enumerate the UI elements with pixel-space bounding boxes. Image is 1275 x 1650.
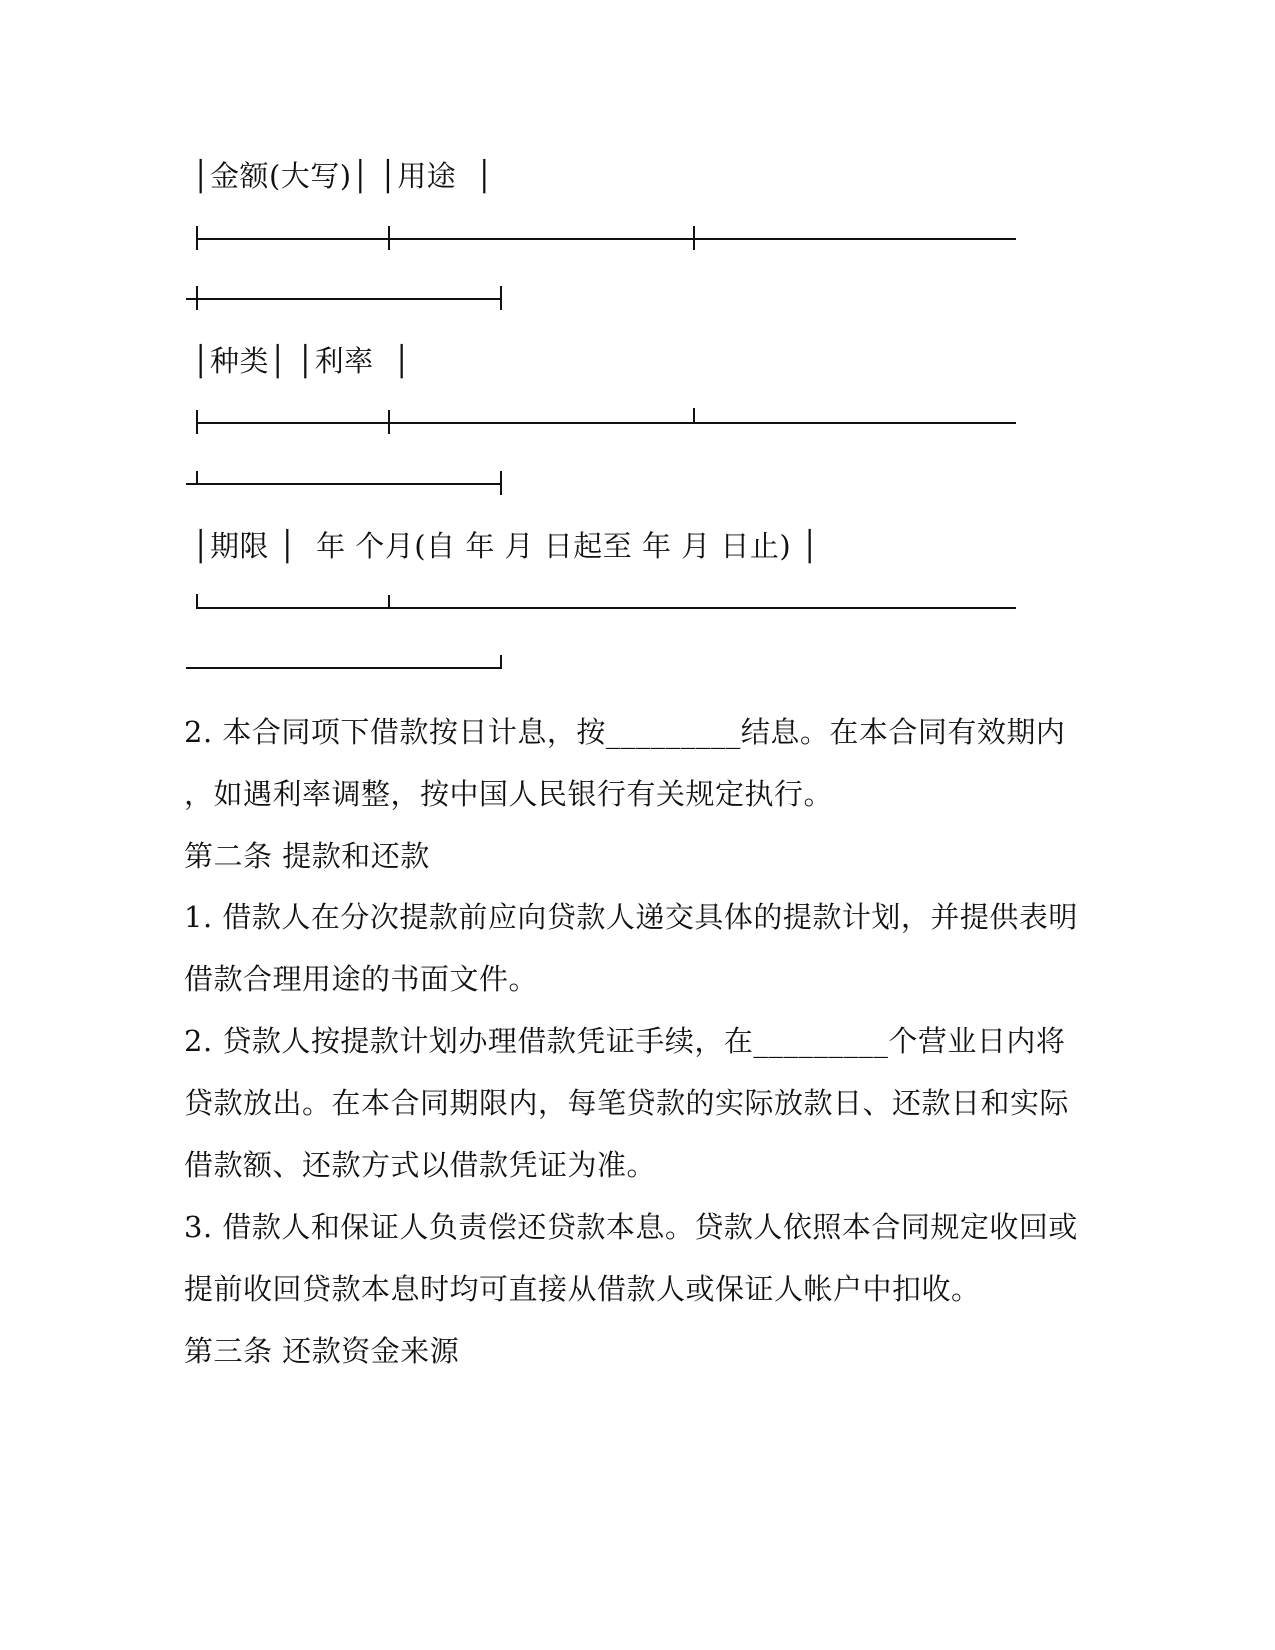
table-row-amount-purpose: │金额(大写)│ │用途 │ (192, 159, 494, 193)
paragraph-drawdown-line-1: 1. 借款人在分次提款前应向贷款人递交具体的提款计划，并提供表明 (184, 900, 1078, 934)
paragraph-disbursement-line-1: 2. 贷款人按提款计划办理借款凭证手续，在_________个营业日内将 (184, 1024, 1066, 1058)
table-row-type-rate: │种类│ │利率 │ (192, 344, 411, 378)
table-row-term: │期限 │ 年 个月(自 年 月 日起至 年 月 日止) │ (192, 529, 819, 563)
paragraph-disbursement-line-3: 借款额、还款方式以借款凭证为准。 (184, 1148, 657, 1182)
paragraph-interest-line-2: ，如遇利率调整，按中国人民银行有关规定执行。 (184, 777, 834, 811)
section-heading-article-2: 第二条 提款和还款 (184, 839, 430, 873)
paragraph-disbursement-line-2: 贷款放出。在本合同期限内，每笔贷款的实际放款日、还款日和实际 (184, 1086, 1070, 1120)
paragraph-drawdown-line-2: 借款合理用途的书面文件。 (184, 962, 539, 996)
paragraph-repayment-line-2: 提前收回贷款本息时均可直接从借款人或保证人帐户中扣收。 (184, 1272, 981, 1306)
section-heading-article-3: 第三条 还款资金来源 (184, 1334, 460, 1368)
paragraph-interest-line-1: 2. 本合同项下借款按日计息，按_________结息。在本合同有效期内 (184, 715, 1066, 749)
paragraph-repayment-line-1: 3. 借款人和保证人负责偿还贷款本息。贷款人依照本合同规定收回或 (184, 1210, 1078, 1244)
